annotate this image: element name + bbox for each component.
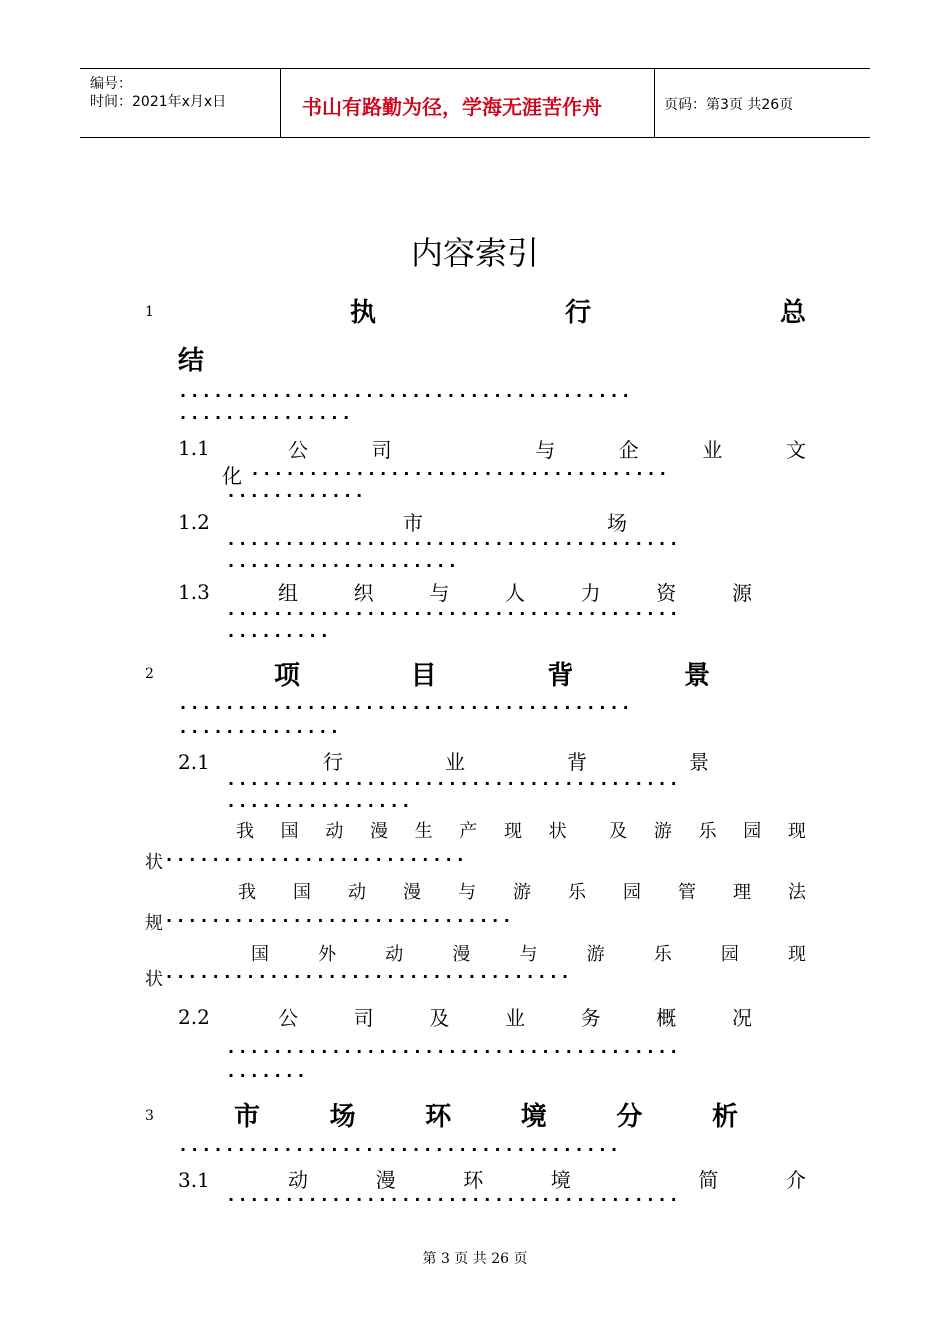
toc-entry-title[interactable]: 市 场 环 境 分 析 <box>234 1102 738 1132</box>
toc-entry-title[interactable]: 公 司 与 企 业 文 <box>288 438 806 462</box>
toc-entry-title[interactable]: 行 业 背 景 <box>323 750 709 774</box>
header-divider <box>654 69 655 137</box>
toc-entry-title[interactable]: 市 场 <box>403 511 627 535</box>
toc-entry-title[interactable]: 我 国 动 漫 生 产 现 状 及 游 乐 园 现 <box>236 821 806 842</box>
header-divider <box>280 69 281 137</box>
leader-dots: . . . . . . . . . <box>228 622 328 641</box>
leader-dots: . . . . . . . . . . . . . . . . . . . . . . . . . . . . . . . . . . . . . . . <box>180 382 629 401</box>
leader-dots: . . . . . . . . . . . . . . . . . . . . . . . . . . . . . . . . . . . . <box>252 460 666 479</box>
toc-entry-tail: 化 <box>222 464 242 488</box>
toc-entry-title[interactable]: 执 行 总 <box>350 298 806 328</box>
toc-number: 1.3 <box>178 580 210 604</box>
leader-dots: . . . . . . . . . . . . . . <box>180 718 338 737</box>
toc-entry-tail: 状 <box>145 852 163 873</box>
toc-entry-tail: 状 <box>145 969 163 990</box>
page-header <box>80 68 870 138</box>
leader-dots: . . . . . . . . . . . . . . . . . . . . . . . . . . . . . . . . . . . . . . . <box>228 1186 677 1205</box>
leader-dots: . . . . . . . . . . . . <box>228 482 363 501</box>
toc-entry-title[interactable]: 国 外 动 漫 与 游 乐 园 现 <box>251 944 806 965</box>
leader-dots: . . . . . . . . . . . . . . . . . . . . . . . . . . . . . . . . . . . . . . . <box>228 770 677 789</box>
page-footer: 第 3 页 共 26 页 <box>422 1251 528 1267</box>
serial-label: 编号： <box>90 76 132 92</box>
leader-dots: . . . . . . . . . . . . . . . . . . . . . . . . . . . . . . . . . . . . . . . <box>228 600 677 619</box>
leader-dots: . . . . . . . . . . . . . . . . . . . . . . . . . . . . . . . . . . . . . . . <box>228 530 677 549</box>
leader-dots: . . . . . . . . . . . . . . . . . . . . . . . . . . . . . . . . . . . <box>166 963 569 982</box>
toc-entry-title[interactable]: 项 目 背 景 <box>274 661 710 691</box>
leader-dots: . . . . . . . <box>228 1062 304 1081</box>
toc-number: 1.1 <box>178 436 210 460</box>
leader-dots: . . . . . . . . . . . . . . . . . . . . . . . . . . . . . . . . . . . . . . . <box>228 1038 677 1057</box>
toc-entry-tail: 规 <box>145 913 163 934</box>
toc-number: 2 <box>145 666 154 682</box>
page-info: 页码：第3页 共26页 <box>664 97 794 113</box>
leader-dots: . . . . . . . . . . . . . . . . . . . . . . . . . . . . . . . . . . . . . . . <box>180 694 629 713</box>
toc-number: 2.1 <box>178 750 210 774</box>
toc-entry-title[interactable]: 动 漫 环 境 简 介 <box>288 1168 806 1192</box>
toc-number: 1 <box>145 304 154 320</box>
leader-dots: . . . . . . . . . . . . . . . . . . . . . . . . . . . . . . <box>166 907 510 926</box>
toc-number: 1.2 <box>178 510 210 534</box>
page-title: 内容索引 <box>410 234 539 272</box>
leader-dots: . . . . . . . . . . . . . . . . . . . . . . . . . . <box>166 846 464 865</box>
toc-entry-title[interactable]: 我 国 动 漫 与 游 乐 园 管 理 法 <box>238 882 806 903</box>
header-motto: 书山有路勤为径，学海无涯苦作舟 <box>302 95 602 119</box>
toc-number: 3.1 <box>178 1168 210 1192</box>
leader-dots: . . . . . . . . . . . . . . . <box>180 404 350 423</box>
toc-entry-title[interactable]: 组 织 与 人 力 资 源 <box>278 581 752 605</box>
leader-dots: . . . . . . . . . . . . . . . . <box>228 792 409 811</box>
toc-entry-title[interactable]: 公 司 及 业 务 概 况 <box>278 1006 752 1030</box>
toc-number: 3 <box>145 1108 154 1124</box>
leader-dots: . . . . . . . . . . . . . . . . . . . . <box>228 552 456 571</box>
toc-number: 2.2 <box>178 1005 210 1029</box>
leader-dots: . . . . . . . . . . . . . . . . . . . . . . . . . . . . . . . . . . . . . . <box>180 1136 618 1155</box>
toc-entry-tail: 结 <box>178 346 205 376</box>
time-label: 时间：2021年x月x日 <box>90 94 227 110</box>
